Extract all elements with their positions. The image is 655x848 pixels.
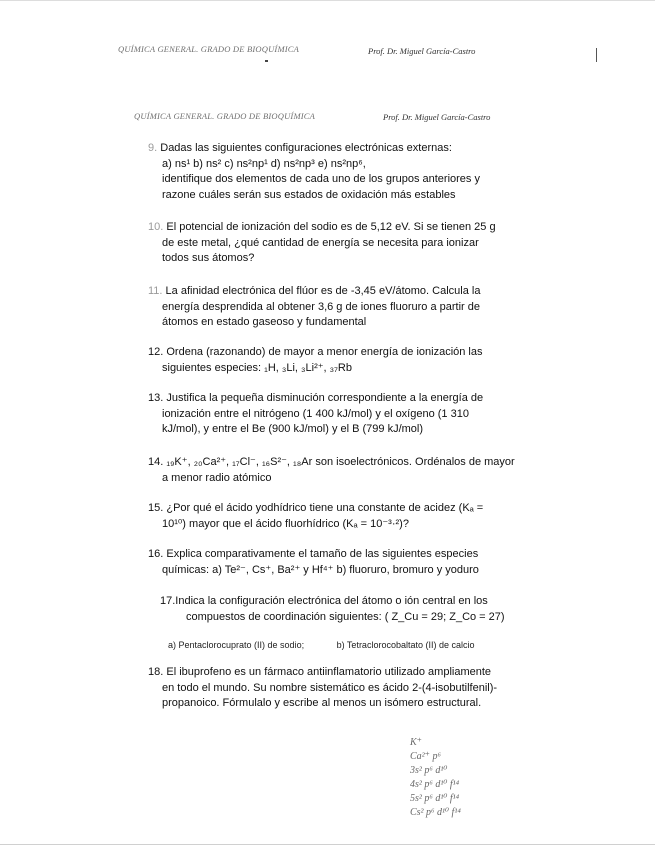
question-number: 18. — [148, 666, 164, 678]
handwritten-notes — [410, 736, 461, 820]
question-text: Justifica la pequeña disminución correspondiente a la energía de — [166, 392, 484, 404]
question-number: 11. — [148, 285, 163, 297]
question-text: compuestos de coordinación siguientes: ( Z_Cu = 29; Z_Co = 27) — [186, 610, 505, 623]
question-text: 10¹⁰) mayor que el ácido fluorhídrico (Kₐ = 10⁻³·²)? — [162, 517, 409, 530]
question-11 — [148, 284, 520, 331]
scribble-line: Ca²⁺ p⁶ — [410, 751, 441, 762]
question-text: El potencial de ionización del sodio es de 5,12 eV. Si se tienen 25 g — [166, 221, 496, 233]
question-12 — [148, 345, 520, 376]
question-text: siguientes especies: ₁H, ₃Li, ₃Li²⁺, ₃₇Rb — [162, 361, 352, 374]
question-text: La afinidad electrónica del flúor es de -3,45 eV/átomo. Calcula la — [165, 285, 481, 297]
question-text: ₁₉K⁺, ₂₀Ca²⁺, ₁₇Cl⁻, ₁₆S²⁻, ₁₈Ar son isoelectrónicos. Ordénalos de mayor — [166, 456, 515, 468]
question-17 — [160, 594, 520, 625]
question-text: Dadas las siguientes configuraciones electrónicas externas: — [160, 142, 452, 154]
question-text: ionización entre el nitrógeno (1 400 kJ/mol) y el oxígeno (1 310 — [162, 407, 469, 420]
page-edge-bottom — [0, 844, 655, 845]
question-text: Indica la configuración electrónica del átomo o ión central en los — [175, 595, 488, 607]
header-second-right: Prof. Dr. Miguel García-Castro — [383, 112, 491, 122]
header-top-right: Prof. Dr. Miguel García-Castro — [368, 46, 476, 56]
question-16 — [148, 547, 528, 578]
scribble-line: Cs² p⁶ d¹⁰ f¹⁴ — [410, 807, 461, 818]
header-top-left: QUÍMICA GENERAL. GRADO DE BIOQUÍMICA — [118, 44, 300, 54]
question-text: Ordena (razonando) de mayor a menor energía de ionización las — [166, 346, 483, 358]
question-number: 14. — [148, 456, 164, 468]
question-13 — [148, 391, 520, 438]
q17-item-b: b) Tetraclorocobaltato (II) de calcio — [336, 640, 475, 650]
question-18 — [148, 665, 520, 712]
question-text: todos sus átomos? — [162, 252, 255, 264]
question-10 — [148, 220, 520, 267]
scribble-line: 5s² p⁶ d¹⁰ f¹⁴ — [410, 793, 460, 804]
scribble-line: 4s² p⁶ d¹⁰ f¹⁴ — [410, 779, 460, 790]
question-number: 16. — [148, 548, 164, 560]
question-text: en todo el mundo. Su nombre sistemático es ácido 2-(4-isobutilfenil)- — [162, 681, 498, 694]
question-text: El ibuprofeno es un fármaco antiinflamatorio utilizado ampliamente — [166, 666, 492, 678]
q17-item-a: a) Pentaclorocuprato (II) de sodio; — [168, 640, 305, 650]
question-text: razone cuáles serán sus estados de oxidación más estables — [162, 188, 456, 201]
question-number: 10. — [148, 221, 164, 233]
question-number: 15. — [148, 502, 164, 514]
page-edge-top — [0, 0, 655, 1]
dot-mark — [265, 60, 268, 62]
header-second-left: QUÍMICA GENERAL. GRADO DE BIOQUÍMICA — [134, 111, 316, 121]
question-number: 9. — [148, 142, 158, 154]
question-number: 12. — [148, 346, 164, 358]
question-text: kJ/mol), y entre el Be (900 kJ/mol) y el B (799 kJ/mol) — [162, 423, 424, 435]
question-text: químicas: a) Te²⁻, Cs⁺, Ba²⁺ y Hf⁴⁺ b) fluoruro, bromuro y yoduro — [162, 563, 479, 576]
edge-mark — [596, 48, 597, 62]
question-number: 17. — [160, 595, 176, 607]
question-text: energía desprendida al obtener 3,6 g de iones fluoruro a partir de — [162, 300, 480, 313]
question-15 — [148, 501, 520, 532]
question-17-items — [168, 640, 505, 650]
question-14 — [148, 455, 520, 486]
question-text: átomos en estado gaseoso y fundamental — [162, 316, 367, 328]
question-text: de este metal, ¿qué cantidad de energía se necesita para ionizar — [162, 236, 479, 249]
scribble-line: 3s² p⁶ d¹⁰ — [410, 765, 448, 776]
question-text: ¿Por qué el ácido yodhídrico tiene una constante de acidez (Kₐ = — [166, 502, 484, 514]
question-text: propanoico. Fórmulalo y escribe al menos un isómero estructural. — [162, 697, 482, 709]
question-text: a menor radio atómico — [162, 471, 272, 484]
scribble-line: K⁺ — [410, 737, 422, 748]
question-text: Explica comparativamente el tamaño de las siguientes especies — [166, 548, 479, 560]
question-text: identifique dos elementos de cada uno de los grupos anteriores y — [162, 173, 480, 185]
question-text: a) ns¹ b) ns² c) ns²np¹ d) ns²np³ e) ns²np⁶, — [162, 157, 366, 170]
question-9 — [148, 141, 520, 203]
question-number: 13. — [148, 392, 164, 404]
